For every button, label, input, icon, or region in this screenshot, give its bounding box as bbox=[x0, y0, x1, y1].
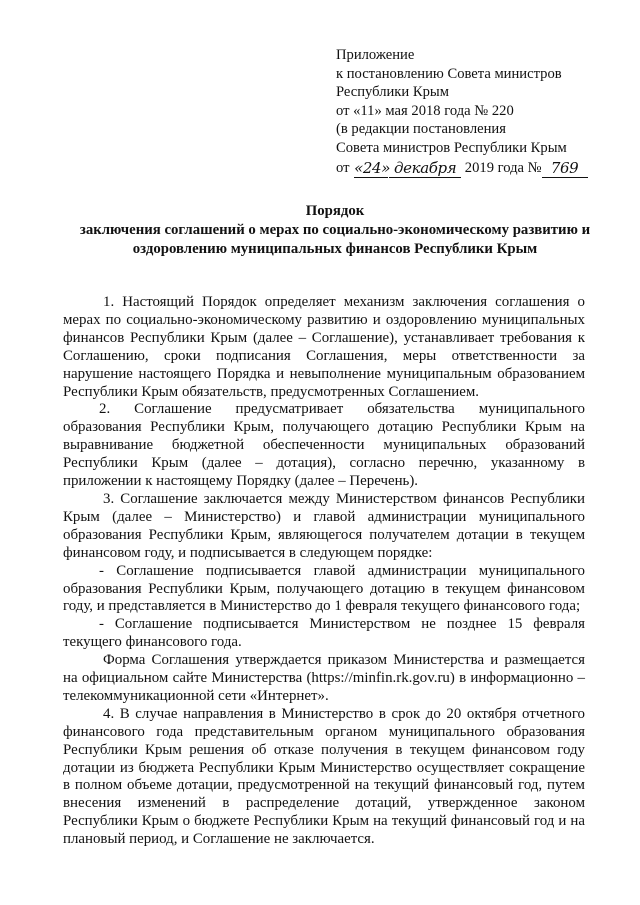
paragraph-3-item-a: - Соглашение подписывается главой администрации муниципального образования Республики Крым, получающего дотацию в текущем финансовом году, и представляется в Министерство до 1 февраля текущего финансового года; bbox=[63, 562, 585, 615]
title-line: оздоровлению муниципальных финансов Республики Крым bbox=[132, 241, 538, 257]
appendix-line: от «11» мая 2018 года № 220 bbox=[336, 102, 514, 119]
date-prefix: от bbox=[336, 159, 350, 176]
appendix-line: Приложение bbox=[336, 47, 415, 63]
paragraph-2: 2. Соглашение предусматривает обязательства муниципального образования Республики Крым, получающего дотацию Республики Крым на выравнивание бюджетной обеспеченности муниципальных образований Республики Крым (далее – дотация), согласно перечню, указанному в приложении к настоящему Порядку (далее – Перечень). bbox=[63, 401, 585, 490]
document-title bbox=[40, 202, 630, 259]
appendix-line: (в редакции постановления bbox=[336, 121, 506, 138]
handwritten-day: «24» bbox=[354, 158, 390, 177]
appendix-header bbox=[336, 46, 636, 178]
paragraph-3-item-b: - Соглашение подписывается Министерством не позднее 15 февраля текущего финансового года. bbox=[63, 616, 585, 651]
appendix-line: Совета министров Республики Крым bbox=[336, 139, 567, 156]
title-line: заключения соглашений о мерах по социально-экономическому развитию и bbox=[79, 222, 591, 238]
paragraph-3: 3. Соглашение заключается между Министерством финансов Республики Крым (далее – Министерство) и главой администрации муниципального образования Республики Крым, являющегося получателем дотации в текущем финансовом году, и подписывается в следующем порядке: bbox=[63, 490, 585, 561]
paragraph-3-form: Форма Соглашения утверждается приказом Министерства и размещается на официальном сайте Министерства (https://minfin.rk.gov.ru) в информационно – телекоммуникационной сети «Интернет». bbox=[63, 652, 585, 704]
handwritten-number: 769 bbox=[542, 158, 588, 179]
date-middle: 2019 года № bbox=[464, 159, 542, 176]
handwritten-month: декабря bbox=[389, 158, 461, 179]
document-body bbox=[63, 294, 585, 849]
paragraph-4: 4. В случае направления в Министерство в срок до 20 октября отчетного финансового года представительным органом муниципального образования Республики Крым решения об отказе получения в текущем финансовом году дотации из бюджета Республики Крым Министерство осуществляет сокращение в полном объеме дотации, предусмотренной на текущий финансовый год, путем внесения изменений в распределение дотаций, утвержденное законом Республики Крым о бюджете Республики Крым на текущий финансовый год и на плановый период, и Соглашение не заключается. bbox=[63, 705, 585, 848]
paragraph-1: 1. Настоящий Порядок определяет механизм заключения соглашения о мерах по социально-экономическому развитию и оздоровлению муниципальных финансов Республики Крым (далее – Соглашение), устанавливает требования к Соглашению, сроки подписания Соглашения, меры ответственности за нарушение настоящего Порядка и невыполнение муниципальным образованием Республики Крым обязательств, предусмотренных Соглашением. bbox=[63, 294, 585, 400]
title-line: Порядок bbox=[305, 203, 365, 219]
appendix-line: Республики Крым bbox=[336, 84, 449, 101]
appendix-line: к постановлению Совета министров bbox=[336, 65, 562, 82]
amendment-date-line bbox=[336, 158, 636, 179]
